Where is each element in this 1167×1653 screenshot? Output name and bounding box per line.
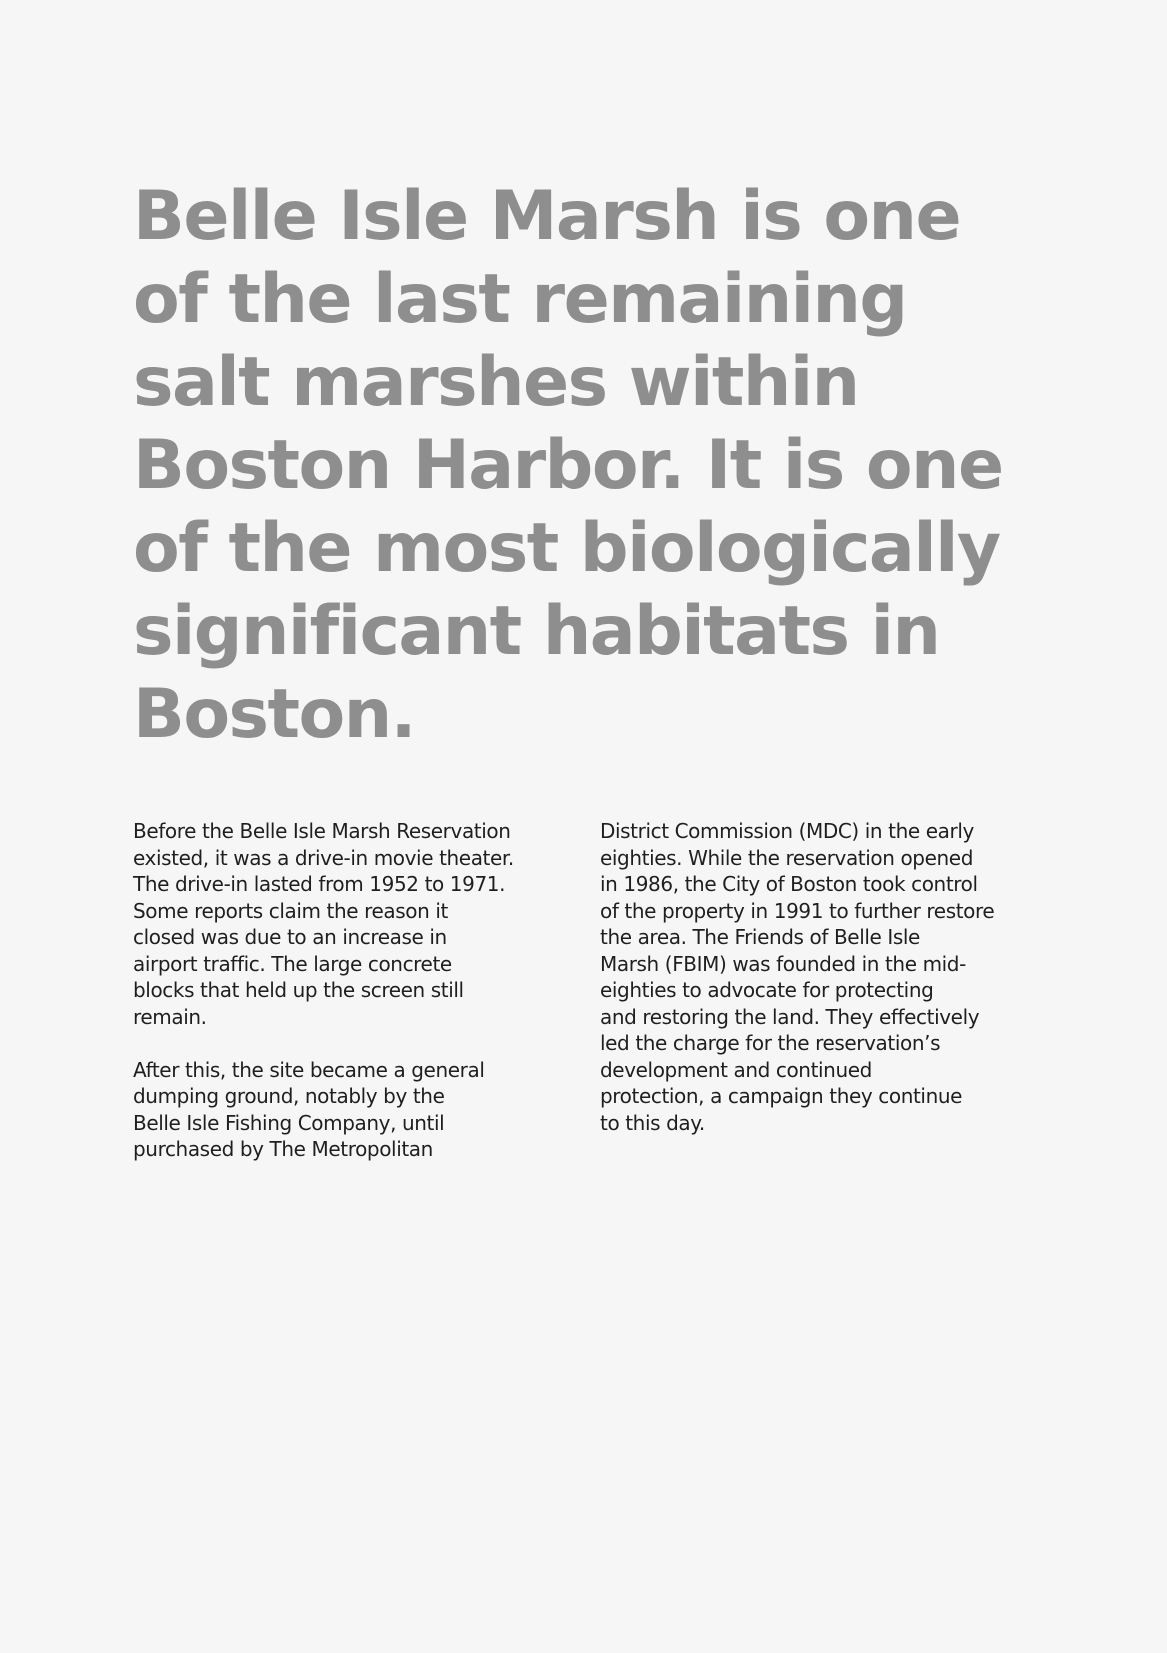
text-line: to this day.	[600, 1110, 705, 1135]
text-line: the area. The Friends of Belle Isle	[600, 925, 920, 949]
text-line: of the property in 1991 to further restore	[600, 898, 995, 923]
text-line: Marsh (FBIM) was founded in the mid-	[600, 951, 966, 976]
text-line: After this, the site became a general	[133, 1057, 485, 1082]
paragraph-spacer	[133, 1030, 573, 1057]
headline-line: salt marshes within	[133, 343, 859, 422]
text-line: airport traffic. The large concrete	[133, 951, 452, 976]
headline-line: Boston.	[133, 675, 415, 754]
paragraph	[133, 1057, 573, 1163]
text-line: protection, a campaign they continue	[600, 1084, 963, 1108]
right-column	[600, 818, 1040, 1136]
text-line: dumping ground, notably by the	[133, 1084, 445, 1108]
text-line: District Commission (MDC) in the early	[600, 819, 974, 843]
text-line: Belle Isle Fishing Company, until	[133, 1110, 445, 1135]
headline-line: Belle Isle Marsh is one	[133, 177, 961, 256]
text-line: and restoring the land. They effectively	[600, 1004, 980, 1029]
headline-line: of the last remaining	[133, 260, 907, 339]
text-line: in 1986, the City of Boston took control	[600, 872, 978, 896]
text-line: existed, it was a drive-in movie theater.	[133, 845, 514, 870]
text-line: Before the Belle Isle Marsh Reservation	[133, 819, 511, 843]
text-line: blocks that held up the screen still	[133, 978, 464, 1002]
paragraph	[133, 818, 573, 1030]
text-line: purchased by The Metropolitan	[133, 1137, 433, 1161]
text-line: The drive-in lasted from 1952 to 1971.	[133, 872, 506, 896]
text-line: development and continued	[600, 1057, 872, 1082]
text-line: closed was due to an increase in	[133, 925, 447, 949]
body-columns	[133, 818, 1033, 1198]
text-line: eighties. While the reservation opened	[600, 845, 973, 870]
headline-line: significant habitats in	[133, 592, 940, 671]
paragraph	[600, 818, 1040, 1136]
headline-line: Boston Harbor. It is one	[133, 426, 1003, 505]
left-column	[133, 818, 573, 1163]
text-line: eighties to advocate for protecting	[600, 978, 934, 1002]
headline	[133, 175, 1013, 756]
text-line: led the charge for the reservation’s	[600, 1031, 941, 1055]
text-line: remain.	[133, 1004, 207, 1029]
text-line: Some reports claim the reason it	[133, 898, 448, 923]
headline-line: of the most biologically	[133, 509, 1000, 588]
